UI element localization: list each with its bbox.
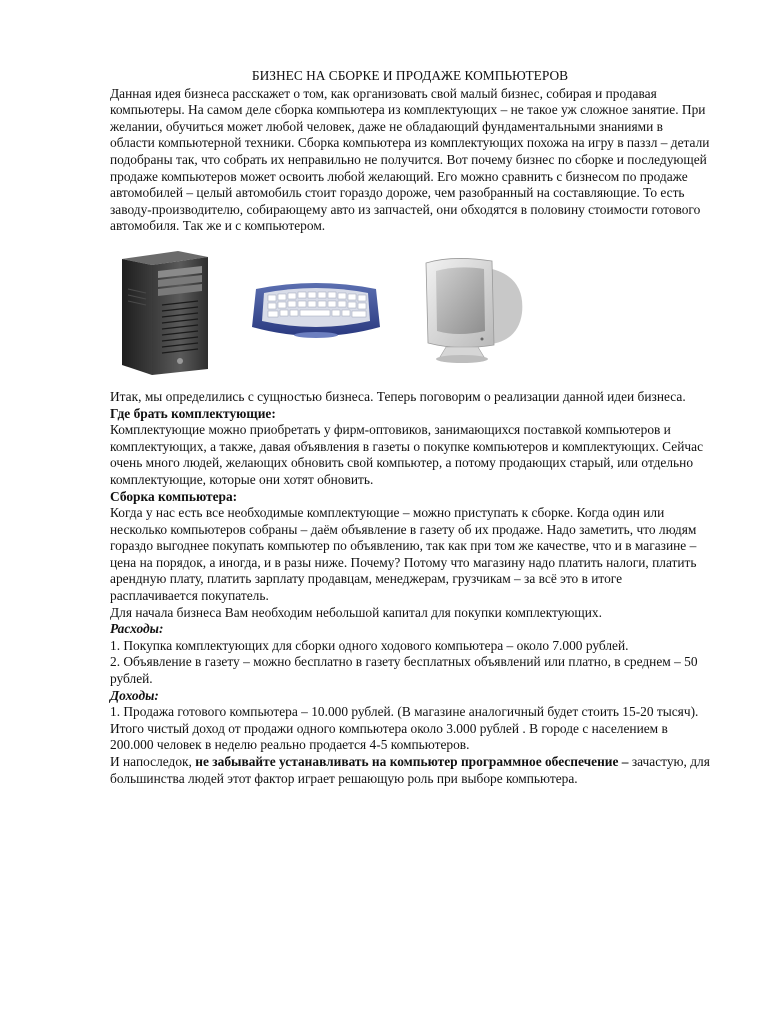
section-text-components: Комплектующие можно приобретать у фирм-оптовиков, занимающихся поставкой компьютеров и комплектующих, а также, давая объявления в газеты о покупке компьютеров и комплектующих. Сейчас очень много людей, желающих обновить свой компьютер, а потому продающих старый, или отдельно комплектующие, которые они хотят обновить. bbox=[110, 422, 704, 487]
expense-item-1: 1. Покупка комплектующих для сборки одного ходового компьютера – около 7.000 рублей. bbox=[110, 637, 629, 653]
transition-paragraph: Итак, мы определились с сущностью бизнеса. Теперь поговорим о реализации данной идеи бизнеса. bbox=[110, 388, 686, 404]
computer-case-image bbox=[118, 249, 210, 377]
expense-item-2: 2. Объявление в газету – можно бесплатно в газету бесплатных объявлений или платно, в среднем – 50 рублей. bbox=[110, 654, 698, 687]
crt-monitor-image bbox=[422, 253, 528, 365]
document-body bbox=[110, 68, 710, 787]
section-text-assembly: Когда у нас есть все необходимые комплектующие – можно приступать к сборке. Когда один или несколько компьютеров собраны – даём объявление в газету об их продаже. Надо заметить, что людям гораздо выгоднее покупать компьютер по объявлению, так как при том же качестве, что и в магазине – цена на порядок, а иногда, и в разы ниже. Почему? Потому что магазину надо платить налоги, платить арендную плату, платить зарплату продавцам, менеджерам, грузчикам – за всё это в итоге расплачивается покупатель. bbox=[110, 505, 697, 604]
capital-paragraph: Для начала бизнеса Вам необходим небольшой капитал для покупки комплектующих. bbox=[110, 604, 602, 620]
section-heading-components: Где брать комплектующие: bbox=[110, 405, 276, 421]
document-title: БИЗНЕС НА СБОРКЕ И ПРОДАЖЕ КОМПЬЮТЕРОВ bbox=[251, 68, 569, 83]
final-prefix: И напоследок, bbox=[110, 754, 196, 769]
keyboard-image bbox=[250, 275, 382, 345]
intro-paragraph: Данная идея бизнеса расскажет о том, как организовать свой малый бизнес, собирая и продавая компьютеры. На самом деле сборка компьютера из комплектующих – не такое уж сложное занятие. При желании, обучиться может любой человек, даже не обладающий фундаментальными знаниями в области компьютерной техники. Сборка компьютера из комплектующих похожа на игру в паззл – детали подобраны так, что собрать их неправильно не получится. Вот почему бизнес по сборке и последующей продаже компьютеров может освоить любой желающий. Его можно сравнить с бизнесом по продаже автомобилей – целый автомобиль стоит гораздо дороже, чем разобранный на составляющие. То есть заводу-производителю, собирающему авто из запчастей, они обходятся в половину стоимости готового автомобиля. Так же и с компьютером. bbox=[110, 85, 710, 234]
net-income-paragraph: Итого чистый доход от продажи одного компьютера около 3.000 рублей . В городе с населением в 200.000 человек в неделю реально продается 4-5 компьютеров. bbox=[110, 720, 668, 753]
income-heading: Доходы: bbox=[110, 687, 159, 703]
income-item-1: 1. Продажа готового компьютера – 10.000 рублей. (В магазине аналогичный будет стоить 15-20 тысяч). bbox=[110, 704, 699, 720]
final-suffix: зачастую, для большинства людей этот фактор играет решающую роль при выборе компьютера. bbox=[110, 754, 710, 786]
figures-row bbox=[110, 245, 710, 383]
final-paragraph bbox=[110, 754, 710, 787]
section-heading-assembly: Сборка компьютера: bbox=[110, 488, 238, 504]
expenses-heading: Расходы: bbox=[110, 621, 164, 637]
final-bold-text: не забывайте устанавливать на компьютер программное обеспечение – bbox=[195, 754, 629, 769]
